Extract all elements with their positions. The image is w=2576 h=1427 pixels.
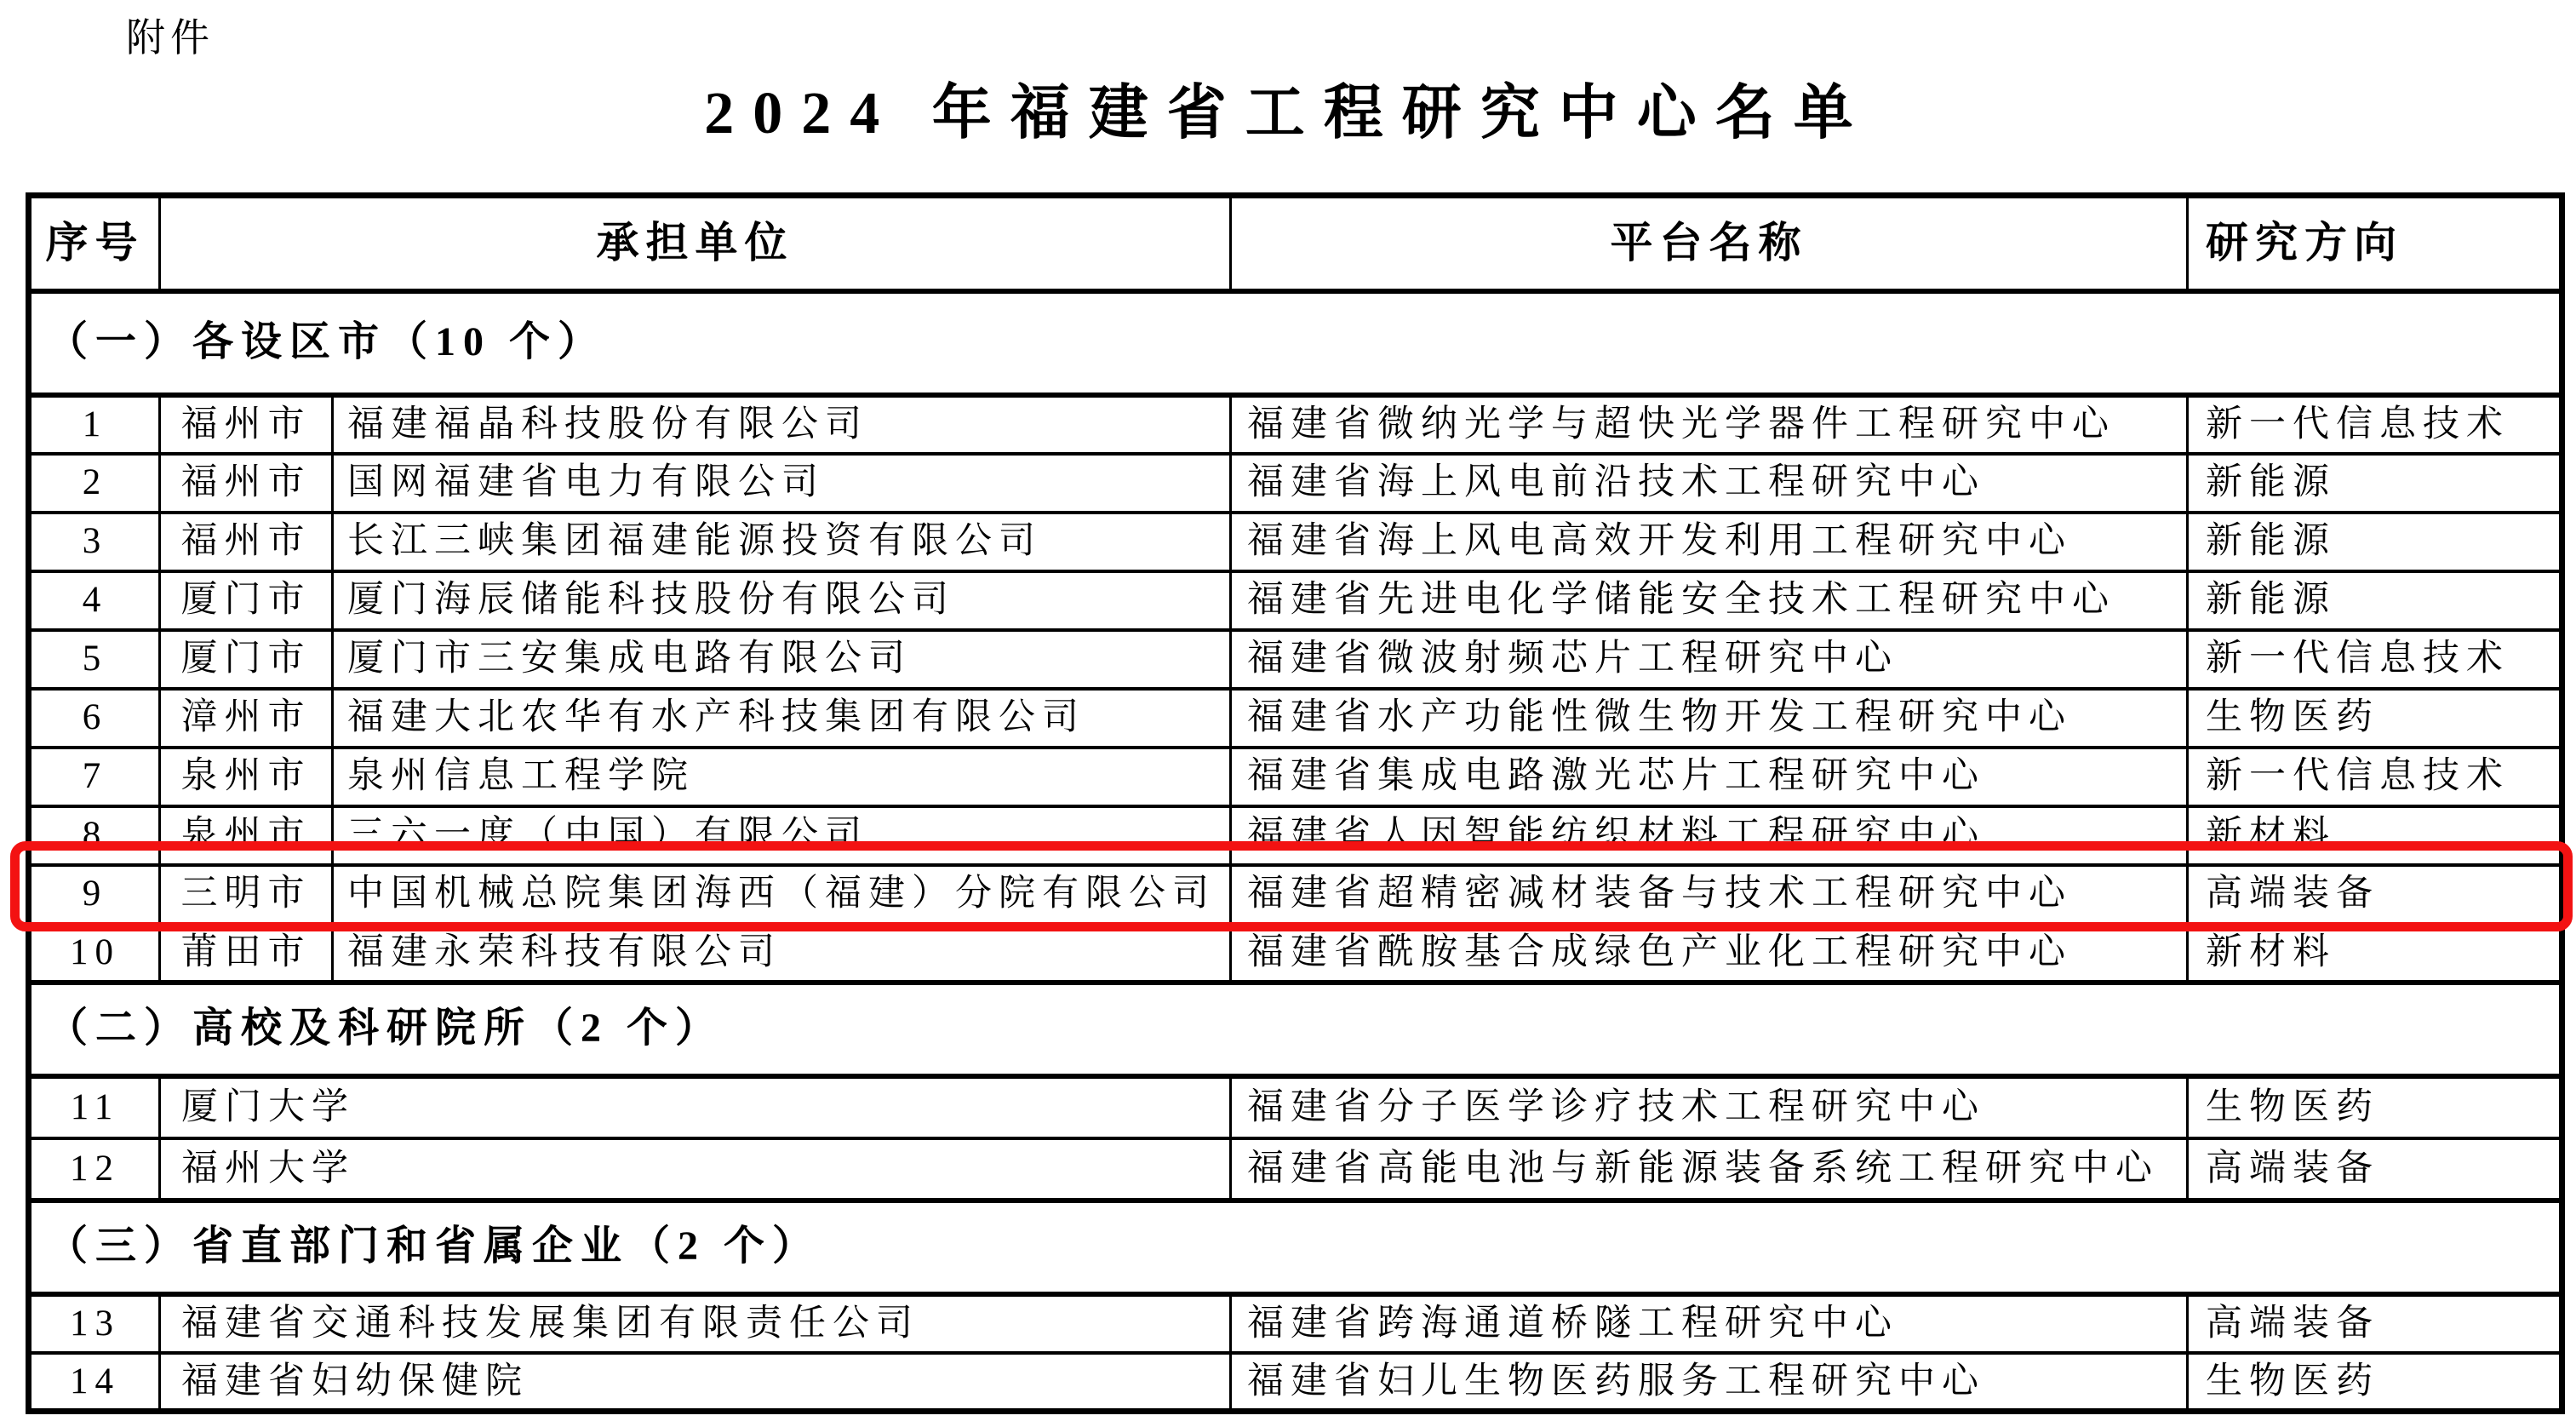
- unit-cell: 福建福晶科技股份有限公司: [333, 395, 1231, 454]
- unit-cell: 中国机械总院集团海西（福建）分院有限公司: [333, 865, 1231, 924]
- city-cell: 福州市: [160, 513, 333, 571]
- table-row: [29, 454, 2562, 513]
- table-row: [29, 689, 2562, 748]
- unit-cell: 福建省交通科技发展集团有限责任公司: [160, 1294, 1231, 1353]
- serial-cell: 2: [29, 454, 160, 513]
- platform-cell: 福建省水产功能性微生物开发工程研究中心: [1231, 689, 2188, 748]
- serial-cell: 14: [29, 1353, 160, 1412]
- city-cell: 厦门市: [160, 571, 333, 630]
- unit-cell: 厦门市三安集成电路有限公司: [333, 630, 1231, 689]
- section-title: （二）高校及科研院所（2 个）: [29, 983, 2562, 1076]
- platform-cell: 福建省海上风电高效开发利用工程研究中心: [1231, 513, 2188, 571]
- serial-cell: 9: [29, 865, 160, 924]
- unit-cell: 厦门海辰储能科技股份有限公司: [333, 571, 1231, 630]
- city-cell: 厦门市: [160, 630, 333, 689]
- unit-cell: 福建大北农华有水产科技集团有限公司: [333, 689, 1231, 748]
- section-title: （一）各设区市（10 个）: [29, 291, 2562, 395]
- serial-cell: 3: [29, 513, 160, 571]
- platform-cell: 福建省微波射频芯片工程研究中心: [1231, 630, 2188, 689]
- unit-cell: 福建省妇幼保健院: [160, 1353, 1231, 1412]
- serial-cell: 1: [29, 395, 160, 454]
- direction-cell: 新一代信息技术: [2188, 395, 2562, 454]
- direction-cell: 新材料: [2188, 924, 2562, 983]
- unit-cell: 福州大学: [160, 1138, 1231, 1201]
- serial-cell: 7: [29, 748, 160, 806]
- direction-cell: 高端装备: [2188, 865, 2562, 924]
- section-title: （三）省直部门和省属企业（2 个）: [29, 1201, 2562, 1294]
- col-header-direction: 研究方向: [2188, 196, 2562, 291]
- serial-cell: 10: [29, 924, 160, 983]
- platform-cell: 福建省先进电化学储能安全技术工程研究中心: [1231, 571, 2188, 630]
- table-row: [29, 395, 2562, 454]
- table-row: [29, 571, 2562, 630]
- direction-cell: 高端装备: [2188, 1138, 2562, 1201]
- serial-cell: 6: [29, 689, 160, 748]
- platform-cell: 福建省超精密减材装备与技术工程研究中心: [1231, 865, 2188, 924]
- serial-cell: 11: [29, 1076, 160, 1138]
- direction-cell: 新一代信息技术: [2188, 748, 2562, 806]
- section-header-universities: [29, 983, 2562, 1076]
- attachment-label: 附件: [126, 16, 215, 60]
- city-cell: 泉州市: [160, 748, 333, 806]
- platform-cell: 福建省酰胺基合成绿色产业化工程研究中心: [1231, 924, 2188, 983]
- table-row: [29, 1076, 2562, 1138]
- unit-cell: 厦门大学: [160, 1076, 1231, 1138]
- platform-cell: 福建省妇儿生物医药服务工程研究中心: [1231, 1353, 2188, 1412]
- serial-cell: 8: [29, 806, 160, 865]
- platform-cell: 福建省海上风电前沿技术工程研究中心: [1231, 454, 2188, 513]
- table-row: [29, 806, 2562, 865]
- section-header-provincial: [29, 1201, 2562, 1294]
- city-cell: 泉州市: [160, 806, 333, 865]
- platform-cell: 福建省跨海通道桥隧工程研究中心: [1231, 1294, 2188, 1353]
- unit-cell: 泉州信息工程学院: [333, 748, 1231, 806]
- serial-cell: 12: [29, 1138, 160, 1201]
- platform-cell: 福建省人因智能纺织材料工程研究中心: [1231, 806, 2188, 865]
- serial-cell: 13: [29, 1294, 160, 1353]
- unit-cell: 三六一度（中国）有限公司: [333, 806, 1231, 865]
- unit-cell: 国网福建省电力有限公司: [333, 454, 1231, 513]
- direction-cell: 新能源: [2188, 454, 2562, 513]
- city-cell: 福州市: [160, 454, 333, 513]
- table-row: [29, 630, 2562, 689]
- table-row: [29, 748, 2562, 806]
- col-header-serial: 序号: [29, 196, 160, 291]
- city-cell: 漳州市: [160, 689, 333, 748]
- platform-cell: 福建省高能电池与新能源装备系统工程研究中心: [1231, 1138, 2188, 1201]
- table-row: [29, 924, 2562, 983]
- city-cell: 莆田市: [160, 924, 333, 983]
- direction-cell: 新能源: [2188, 571, 2562, 630]
- section-header-cities: [29, 291, 2562, 395]
- table-row: [29, 1353, 2562, 1412]
- table-header-row: [29, 196, 2562, 291]
- platform-cell: 福建省微纳光学与超快光学器件工程研究中心: [1231, 395, 2188, 454]
- direction-cell: 生物医药: [2188, 1076, 2562, 1138]
- direction-cell: 生物医药: [2188, 1353, 2562, 1412]
- table-row-highlighted: [29, 865, 2562, 924]
- serial-cell: 4: [29, 571, 160, 630]
- serial-cell: 5: [29, 630, 160, 689]
- unit-cell: 福建永荣科技有限公司: [333, 924, 1231, 983]
- table-row: [29, 513, 2562, 571]
- unit-cell: 长江三峡集团福建能源投资有限公司: [333, 513, 1231, 571]
- table-row: [29, 1294, 2562, 1353]
- direction-cell: 新能源: [2188, 513, 2562, 571]
- table-row: [29, 1138, 2562, 1201]
- city-cell: 福州市: [160, 395, 333, 454]
- research-centers-table: [26, 192, 2565, 1414]
- platform-cell: 福建省分子医学诊疗技术工程研究中心: [1231, 1076, 2188, 1138]
- direction-cell: 高端装备: [2188, 1294, 2562, 1353]
- platform-cell: 福建省集成电路激光芯片工程研究中心: [1231, 748, 2188, 806]
- col-header-platform: 平台名称: [1231, 196, 2188, 291]
- direction-cell: 生物医药: [2188, 689, 2562, 748]
- city-cell: 三明市: [160, 865, 333, 924]
- direction-cell: 新一代信息技术: [2188, 630, 2562, 689]
- col-header-unit: 承担单位: [160, 196, 1231, 291]
- direction-cell: 新材料: [2188, 806, 2562, 865]
- page-title: 2024 年福建省工程研究中心名单: [704, 81, 1872, 146]
